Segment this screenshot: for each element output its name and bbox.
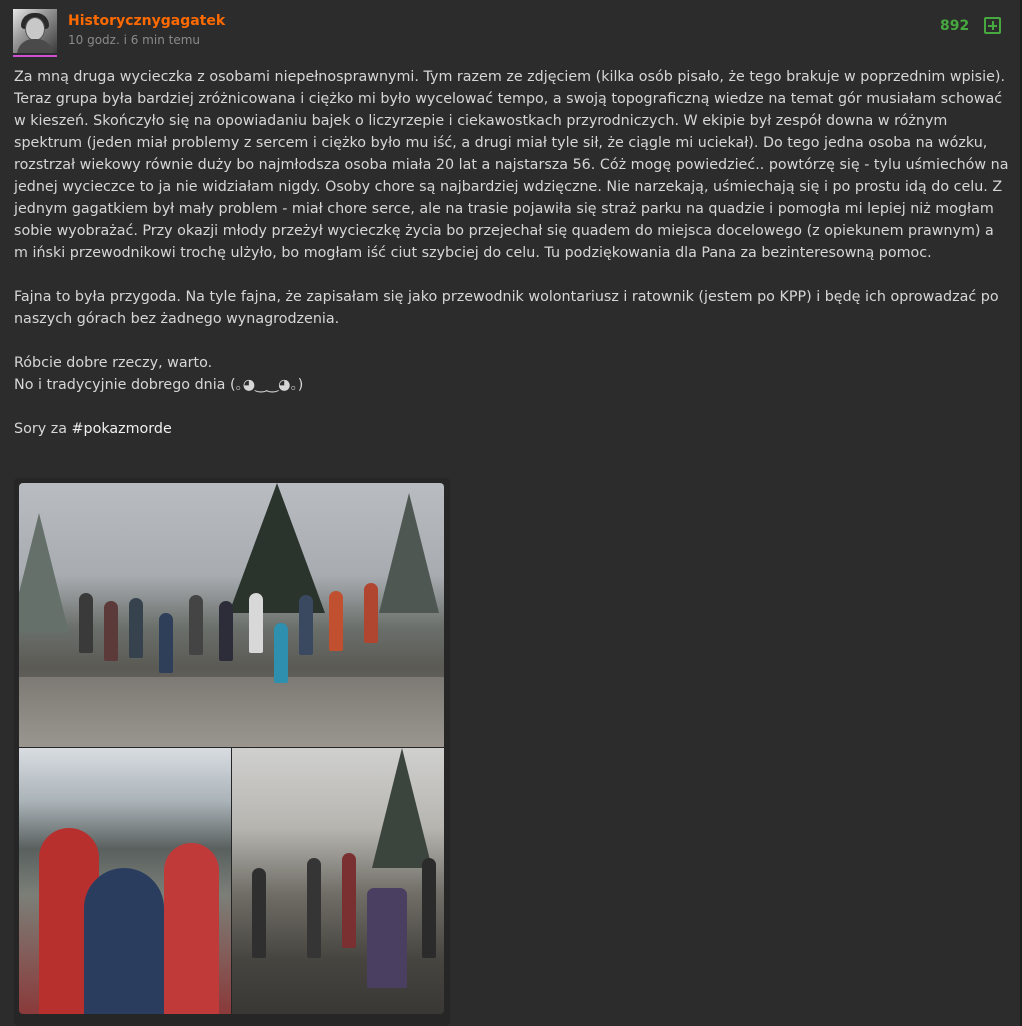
hashtag-link[interactable]: #pokazmorde <box>71 421 172 437</box>
post-line: No i tradycyjnie dobrego dnia (｡◕‿‿◕｡) <box>14 377 304 393</box>
avatar[interactable] <box>13 9 57 57</box>
post-paragraph: Fajna to była przygoda. Na tyle fajna, że zapisałam się jako przewodnik wolontariusz i ratownik (jestem po KPP) i będę ich oprowadzać po naszych górach bez żadnego wynagrodzenia. <box>14 289 999 327</box>
closing-text: Sory za <box>14 421 72 437</box>
plus-vote-icon[interactable] <box>984 17 1001 34</box>
photo-collage[interactable] <box>14 478 450 1026</box>
trail-photo[interactable] <box>232 748 444 1014</box>
post-line: Róbcie dobre rzeczy, warto. <box>14 355 213 371</box>
post-body <box>14 66 1010 462</box>
post-paragraph <box>14 352 1010 396</box>
selfie-photo[interactable] <box>19 748 231 1014</box>
avatar-image[interactable] <box>13 9 57 53</box>
vote-count[interactable]: 892 <box>940 18 970 34</box>
post-paragraph: Za mną druga wycieczka z osobami niepełnosprawnymi. Tym razem ze zdjęciem (kilka osób pisało, że tego brakuje w poprzednim wpisie). Teraz grupa była bardziej zróżnicowana i ciężko mi było wycelować tempo, a swoją topograficzną wiedze na temat gór musiałam schować w kieszeń. Skończyło się na opowiadaniu bajek o liczyrzepie i ciekawostkach przyrodniczych. W ekipie był zespół downa w różnym spektrum (jeden miał problemy z sercem i ciężko było mu iść, a drugi miał tyle sił, że ciągle mi uciekał). Do tego jedna osoba na wózku, rozstrzał wiekowy równie duży bo najmłodsza osoba miała 20 lat a najstarsza 56. Cóż mogę powiedzieć.. powtórzę się - tylu uśmiechów na jednej wycieczce to ja nie widziałam nigdy. Osoby chore są najbardziej wdzięczne. Nie narzekają, uśmiechają się i po prostu idą do celu. Z jednym gagatkiem był mały problem - miał chore serce, ale na trasie pojawiła się straż parku na quadzie i pomogła mi lepiej niż mogłam sobie wyobrażać. Przy okazji młody przeżył wycieczkę życia bo przejechał się quadem do miejsca docelowego (z opiekunem prawnym) a m iński przewodnikowi trochę ulżyło, bo mogłam iść ciut szybciej do celu. Tu podziękowania dla Pana za bezinteresowną pomoc. <box>14 69 1009 261</box>
group-photo[interactable] <box>19 483 444 747</box>
post-paragraph <box>14 418 1010 440</box>
author-username[interactable]: Historycznygagatek <box>68 13 226 29</box>
avatar-gender-bar <box>13 55 57 57</box>
post-timestamp[interactable]: 10 godz. i 6 min temu <box>68 33 201 47</box>
